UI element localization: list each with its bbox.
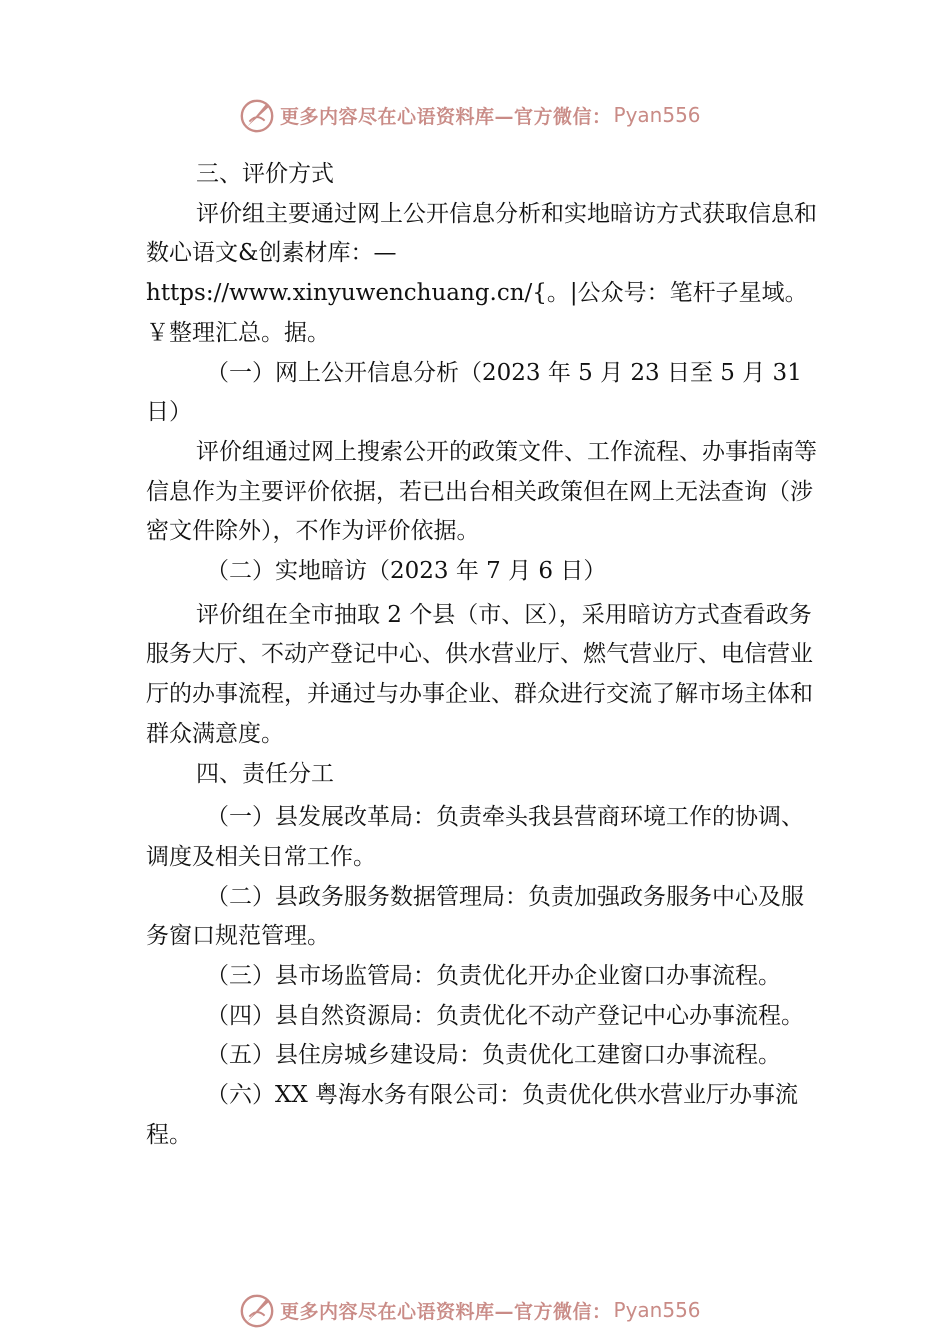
duty-1: （一）县发展改革局：负责牵头我县营商环境工作的协调、调度及相关日常工作。 bbox=[146, 804, 804, 870]
duty-3: （三）县市场监管局：负责优化开办企业窗口办事流程。 bbox=[206, 963, 781, 990]
paragraph-3: 评价组在全市抽取 2 个县（市、区），采用暗访方式查看政务服务大厅、不动产登记中心、供水营业厅、燃气营业厅、电信营业厅的办事流程，并通过与办事企业、群众进行交流了解市场主体和群众满意度。 bbox=[146, 601, 813, 747]
section-heading-3: 三、评价方式 bbox=[196, 161, 334, 187]
wechat-id: Pyan556 bbox=[613, 103, 701, 127]
header-banner bbox=[238, 95, 758, 135]
subsection-1: （一）网上公开信息分析（2023 年 5 月 23 日至 5 月 31 日） bbox=[146, 359, 802, 426]
subsection-2: （二）实地暗访（2023 年 7 月 6 日） bbox=[206, 558, 607, 585]
paragraph-2: 评价组通过网上搜索公开的政策文件、工作流程、办事指南等信息作为主要评价依据，若已出台相关政策但在网上无法查询（涉密文件除外），不作为评价依据。 bbox=[146, 438, 817, 545]
duty-2: （二）县政务服务数据管理局：负责加强政务服务中心及服务窗口规范管理。 bbox=[146, 883, 804, 950]
quill-logo-icon bbox=[238, 1291, 276, 1329]
banner-text: 更多内容尽在心语资料库—官方微信： bbox=[280, 1300, 612, 1323]
paragraph-1: 评价组主要通过网上公开信息分析和实地暗访方式获取信息和数心语文&创素材库：—https://www.xinyuwenchuang.cn/{。|公众号：笔杆子星域。￥整理汇总。据。 bbox=[146, 200, 817, 346]
duty-5: （五）县住房城乡建设局：负责优化工建窗口办事流程。 bbox=[206, 1042, 781, 1069]
document-body bbox=[146, 155, 826, 1156]
section-heading-4: 四、责任分工 bbox=[196, 760, 334, 787]
footer-banner bbox=[238, 1290, 758, 1330]
wechat-id: Pyan556 bbox=[613, 1298, 701, 1322]
banner-text: 更多内容尽在心语资料库—官方微信： bbox=[280, 105, 612, 128]
duty-4: （四）县自然资源局：负责优化不动产登记中心办事流程。 bbox=[206, 1002, 804, 1029]
quill-logo-icon bbox=[238, 96, 276, 134]
duty-6: （六）XX 粤海水务有限公司：负责优化供水营业厅办事流程。 bbox=[146, 1082, 799, 1148]
